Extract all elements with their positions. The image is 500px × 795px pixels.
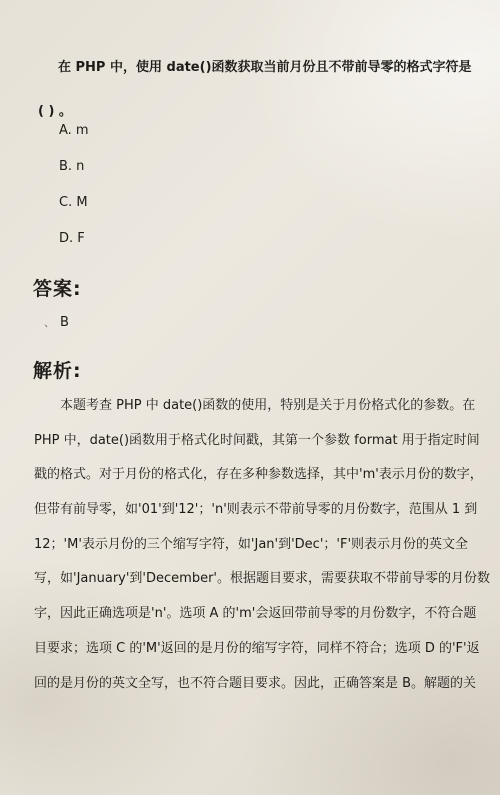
question-line-2: ( ) 。 (38, 104, 72, 119)
option-c: C. M (59, 195, 88, 210)
analysis-paragraph (34, 392, 490, 704)
answer-value: B (60, 315, 69, 330)
answer-heading: 答案: (33, 278, 82, 300)
analysis-line-8: 目要求；选项 C 的'M'返回的是月份的缩写字符，同样不符合；选项 D 的'F'返 (34, 640, 480, 656)
answer-row (44, 312, 69, 334)
analysis-line-7: 字，因此正确选项是'n'。选项 A 的'm'会返回带前导零的月份数字，不符合题 (34, 606, 477, 622)
analysis-line-9: 回的是月份的英文全写，也不符合题目要求。因此，正确答案是 B。解题的关 (34, 675, 477, 691)
option-a: A. m (59, 123, 89, 138)
analysis-line-2: PHP 中，date()函数用于格式化时间戳，其第一个参数 format 用于指定时间 (34, 432, 480, 448)
option-list (59, 120, 89, 264)
option-d: D. F (59, 231, 85, 246)
analysis-line-4: 但带有前导零，如'01'到'12'；'n'则表示不带前导零的月份数字，范围从 1 到 (34, 502, 478, 518)
analysis-heading: 解析: (33, 360, 82, 382)
analysis-line-1: 本题考查 PHP 中 date()函数的使用，特别是关于月份格式化的参数。在 (60, 398, 476, 413)
answer-mark: 、 (44, 316, 55, 329)
option-b: B. n (59, 159, 85, 174)
analysis-line-3: 戳的格式。对于月份的格式化，存在多种参数选择，其中'm'表示月份的数字， (34, 467, 483, 483)
question-line-1: 在 PHP 中，使用 date()函数获取当前月份且不带前导零的格式字符是 (58, 60, 472, 75)
analysis-line-6: 写，如'January'到'December'。根据题目要求，需要获取不带前导零的月份数 (34, 571, 490, 587)
analysis-line-5: 12；'M'表示月份的三个缩写字符，如'Jan'到'Dec'；'F'则表示月份的英文全 (34, 536, 469, 552)
